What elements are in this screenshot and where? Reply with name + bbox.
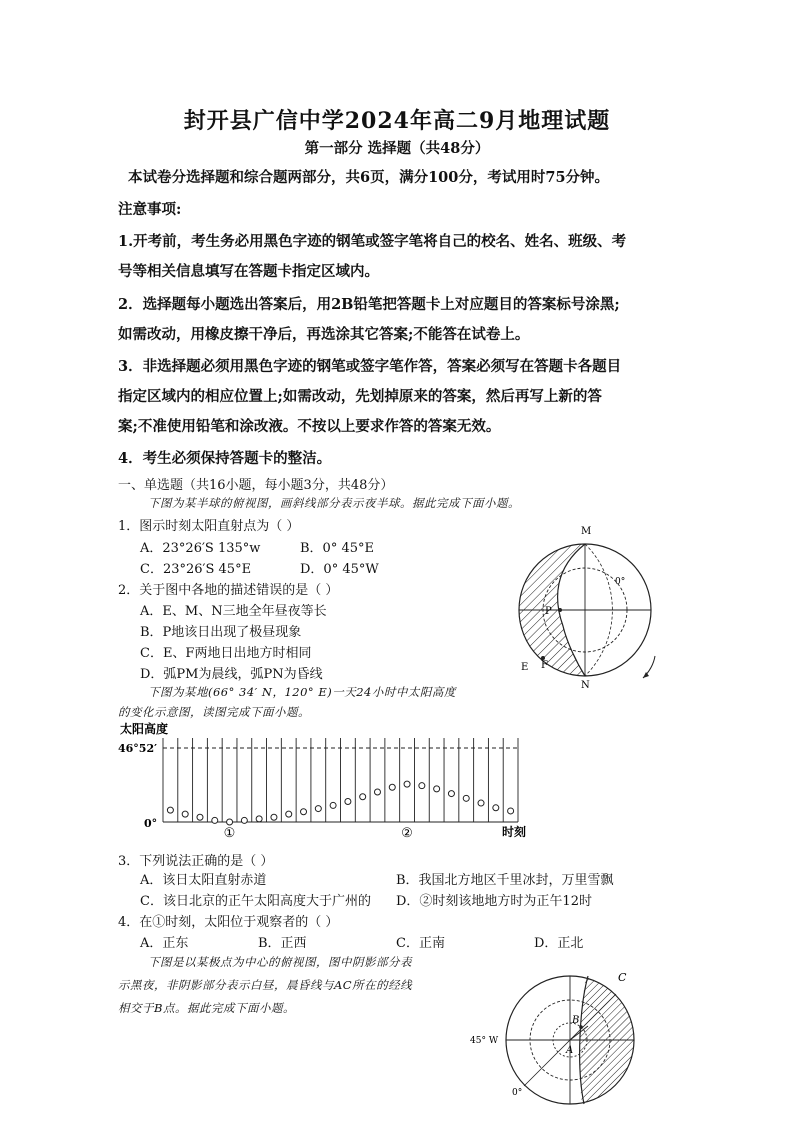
polar-view-figure <box>468 965 648 1115</box>
label-a: A <box>566 1045 574 1056</box>
chart-point <box>404 781 410 787</box>
page-subtitle: 第一部分 选择题（共48分） <box>304 140 490 157</box>
q3-stem: 3．下列说法正确的是（ ） <box>118 854 274 869</box>
notice-heading: 注意事项: <box>118 201 182 218</box>
label-c: C <box>618 971 627 984</box>
chart-point <box>434 786 440 792</box>
chart-point <box>508 808 514 814</box>
q2-option-a[interactable]: A．E、M、N三地全年昼夜等长 <box>140 604 327 619</box>
label-f: F <box>541 660 548 671</box>
chart-point <box>256 816 262 822</box>
chart-point <box>374 789 380 795</box>
q2-option-c[interactable]: C．E、F两地日出地方时相同 <box>140 646 312 661</box>
chart-point <box>212 817 218 823</box>
notice-3-line1: 3．非选择题必须用黑色字迹的钢笔或签字笔作答，答案必须写在答题卡各题目 <box>118 358 622 375</box>
section-heading: 一、单选题（共16小题，每小题3分，共48分） <box>118 478 394 493</box>
point-b <box>579 1025 583 1029</box>
solar-altitude-chart <box>118 720 528 846</box>
chart-point <box>463 795 469 801</box>
chart-point <box>315 806 321 812</box>
material-intro-3-line3: 相交于B点。据此完成下面小题。 <box>118 1001 295 1015</box>
hemisphere-figure <box>505 518 665 688</box>
chart-point <box>271 814 277 820</box>
chart-point <box>182 811 188 817</box>
chart-point <box>360 794 366 800</box>
label-0deg: 0° <box>615 577 626 587</box>
q4-option-b[interactable]: B．正西 <box>258 936 307 951</box>
chart-point <box>389 784 395 790</box>
chart-y-top-label: 46°52′ <box>118 742 158 755</box>
chart-point <box>227 819 233 825</box>
q4-option-d[interactable]: D．正北 <box>534 936 584 951</box>
q1-option-a[interactable]: A．23°26′S 135°w <box>140 541 261 556</box>
chart-ylabel: 太阳高度 <box>120 722 169 736</box>
chart-xlabel: 时刻 <box>502 825 527 839</box>
chart-point <box>286 811 292 817</box>
label-p: P <box>545 606 552 617</box>
material-intro-3-line2: 示黑夜，非阴影部分表示白昼，晨昏线与AC所在的经线 <box>118 978 413 992</box>
chart-point <box>167 807 173 813</box>
q2-option-b[interactable]: B．P地该日出现了极昼现象 <box>140 625 302 640</box>
label-n: N <box>581 680 590 688</box>
notice-4-line1: 4．考生必须保持答题卡的整洁。 <box>118 450 332 467</box>
label-e: E <box>521 662 529 673</box>
q3-option-c[interactable]: C．该日北京的正午太阳高度大于广州的 <box>140 894 371 909</box>
notice-3-line2: 指定区域内的相应位置上;如需改动，先划掉原来的答案，然后再写上新的答 <box>118 388 602 405</box>
q4-option-c[interactable]: C．正南 <box>396 936 445 951</box>
chart-point <box>345 798 351 804</box>
label-45w: 45° W <box>470 1036 499 1046</box>
chart-point <box>478 800 484 806</box>
q1-option-c[interactable]: C．23°26′S 45°E <box>140 562 252 577</box>
notice-2-line2: 如需改动，用橡皮擦干净后，再选涂其它答案;不能答在试卷上。 <box>118 326 530 343</box>
chart-point <box>330 802 336 808</box>
q1-option-b[interactable]: B．0° 45°E <box>300 541 374 556</box>
material-intro-2-line2: 的变化示意图，读图完成下面小题。 <box>118 705 310 719</box>
q1-stem: 1．图示时刻太阳直射点为（ ） <box>118 519 300 534</box>
q3-option-a[interactable]: A．该日太阳直射赤道 <box>140 873 267 888</box>
notice-3-line3: 案;不准使用铅笔和涂改液。不按以上要求作答的答案无效。 <box>118 418 501 435</box>
chart-point <box>493 805 499 811</box>
q2-stem: 2．关于图中各地的描述错误的是（ ） <box>118 583 339 598</box>
chart-y-zero-label: 0° <box>144 817 158 830</box>
q3-option-b[interactable]: B．我国北方地区千里冰封，万里雪飘 <box>396 873 614 888</box>
material-intro-1: 下图为某半球的俯视图，画斜线部分表示夜半球。据此完成下面小题。 <box>148 496 520 510</box>
chart-point <box>197 814 203 820</box>
chart-point <box>448 791 454 797</box>
point-p <box>558 608 562 612</box>
chart-point <box>301 809 307 815</box>
page-title: 封开县广信中学2024年高二9月地理试题 <box>183 108 611 134</box>
label-b: B <box>572 1015 580 1026</box>
q4-stem: 4．在①时刻，太阳位于观察者的（ ） <box>118 915 339 930</box>
chart-point <box>241 817 247 823</box>
exam-intro: 本试卷分选择题和综合题两部分，共6页，满分100分，考试用时75分钟。 <box>128 169 610 186</box>
label-m: M <box>581 526 592 537</box>
q4-option-a[interactable]: A．正东 <box>140 936 189 951</box>
label-0deg-polar: 0° <box>512 1088 523 1098</box>
chart-time-marker: ② <box>401 826 413 841</box>
q1-option-d[interactable]: D．0° 45°W <box>300 562 379 577</box>
q3-option-d[interactable]: D．②时刻该地地方时为正午12时 <box>396 894 592 909</box>
q2-option-d[interactable]: D．弧PM为晨线，弧PN为昏线 <box>140 667 323 682</box>
notice-1-line2: 号等相关信息填写在答题卡指定区域内。 <box>118 263 379 280</box>
chart-time-marker: ① <box>223 826 236 841</box>
material-intro-3-line1: 下图是以某极点为中心的俯视图，图中阴影部分表 <box>148 955 412 969</box>
notice-1-line1: 1.开考前，考生务必用黑色字迹的钢笔或签字笔将自己的校名、姓名、班级、考 <box>118 233 627 250</box>
notice-2-line1: 2．选择题每小题选出答案后，用2B铅笔把答题卡上对应题目的答案标号涂黑; <box>118 296 620 313</box>
material-intro-2-line1: 下图为某地(66° 34′ N，120° E)一天24小时中太阳高度 <box>148 685 456 699</box>
chart-point <box>419 783 425 789</box>
